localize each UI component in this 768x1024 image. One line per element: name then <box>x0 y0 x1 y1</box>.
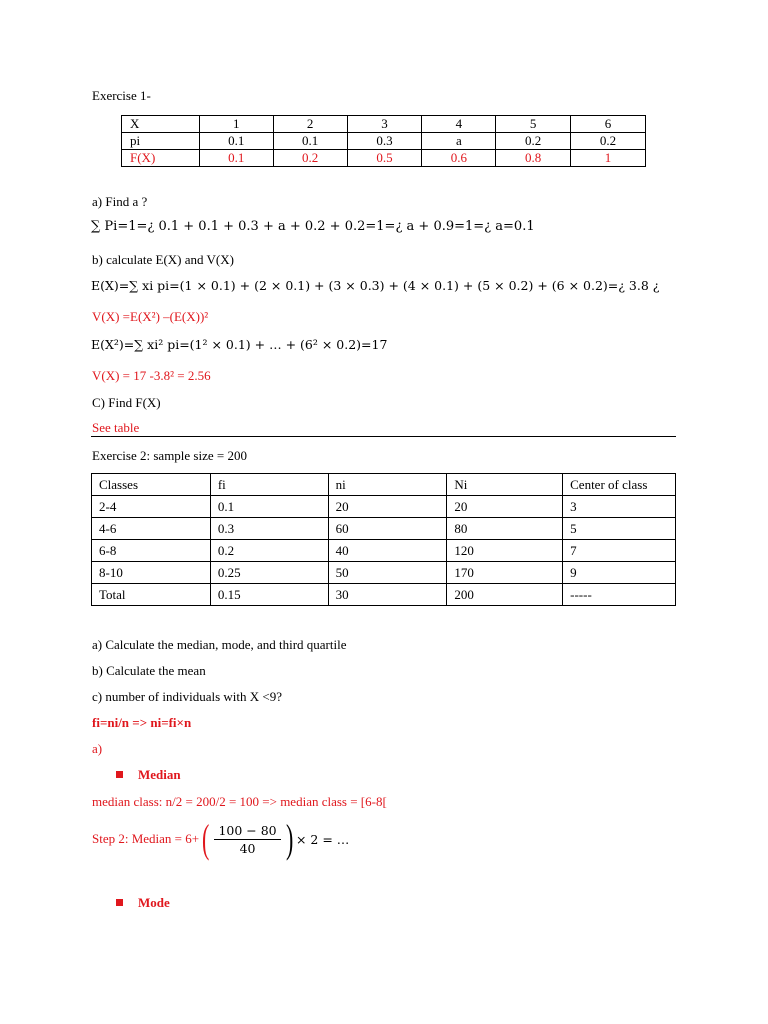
table-cell: 6 <box>571 116 646 133</box>
table-cell: 200 <box>447 584 563 606</box>
step-2-tail: × 2 = … <box>295 831 350 847</box>
table-cell: pi <box>122 133 200 150</box>
table-cell: 0.5 <box>347 150 422 167</box>
table-cell: X <box>122 116 200 133</box>
table-cell: 4 <box>422 116 496 133</box>
table-cell: 9 <box>563 562 676 584</box>
table-row-total <box>92 584 676 606</box>
see-table-note: See table <box>92 420 140 435</box>
table-row-x <box>122 116 646 133</box>
table-cell: 170 <box>447 562 563 584</box>
equation-sum-pi: ∑ Pi=1=¿ 0.1 + 0.1 + 0.3 + a + 0.2 + 0.2=1=¿ a + 0.9=1=¿ a=0.1 <box>91 219 535 234</box>
table-header-cell: fi <box>210 474 328 496</box>
table-cell: 0.2 <box>273 150 347 167</box>
table-cell: 5 <box>496 116 571 133</box>
table-header-cell: Ni <box>447 474 563 496</box>
variance-formula: V(X) =E(X²) –(E(X))² <box>92 309 209 324</box>
table-row-fx <box>122 150 646 167</box>
exercise-1-title: Exercise 1- <box>92 88 151 103</box>
table-cell: 3 <box>347 116 422 133</box>
exercise-2-title: Exercise 2: sample size = 200 <box>92 448 247 463</box>
table-cell: 2-4 <box>92 496 211 518</box>
question-a: a) Find a ? <box>92 194 148 209</box>
mode-heading: Mode <box>138 895 170 910</box>
bullet-square-icon <box>116 899 123 906</box>
table-cell: 0.1 <box>273 133 347 150</box>
right-paren: ) <box>285 816 293 861</box>
table-cell: a <box>422 133 496 150</box>
table-cell: 0.15 <box>210 584 328 606</box>
probability-table <box>121 115 646 167</box>
table-cell: 0.1 <box>199 150 273 167</box>
table-cell: 50 <box>328 562 447 584</box>
median-class-text: median class: n/2 = 200/2 = 100 => median class = [6-8[ <box>92 794 387 809</box>
table-cell: 1 <box>571 150 646 167</box>
table-cell: 0.3 <box>347 133 422 150</box>
table-cell: 0.1 <box>199 133 273 150</box>
table-header-cell: Classes <box>92 474 211 496</box>
question-c: c) number of individuals with X <9? <box>92 689 283 704</box>
table-row <box>92 496 676 518</box>
table-cell: 1 <box>199 116 273 133</box>
frequency-formula: fi=ni/n => ni=fi×n <box>92 715 192 730</box>
part-a-label: a) <box>92 741 103 756</box>
fraction-numerator: 100 − 80 <box>214 823 280 840</box>
bullet-square-icon <box>116 771 123 778</box>
question-a: a) Calculate the median, mode, and third quartile <box>92 637 347 652</box>
table-cell: 60 <box>328 518 447 540</box>
table-cell: 7 <box>563 540 676 562</box>
step-2-label: Step 2: Median = 6+ <box>92 831 200 846</box>
table-cell: F(X) <box>122 150 200 167</box>
table-cell: 5 <box>563 518 676 540</box>
table-cell: ----- <box>563 584 676 606</box>
table-row <box>92 540 676 562</box>
median-step-2 <box>92 818 349 860</box>
table-cell: 0.2 <box>496 133 571 150</box>
left-paren: ( <box>202 816 210 861</box>
table-cell: 3 <box>563 496 676 518</box>
table-cell: 120 <box>447 540 563 562</box>
table-header-row <box>92 474 676 496</box>
table-cell: 0.6 <box>422 150 496 167</box>
equation-expectation: E(X)=∑ xi pi=(1 × 0.1) + (2 × 0.1) + (3 × 0.3) + (4 × 0.1) + (5 × 0.2) + (6 × 0.2)=¿ 3.8 ¿ <box>91 278 660 293</box>
table-cell: 40 <box>328 540 447 562</box>
table-header-cell: Center of class <box>563 474 676 496</box>
table-cell: 6-8 <box>92 540 211 562</box>
table-row <box>92 562 676 584</box>
fraction-denominator: 40 <box>239 840 256 856</box>
table-cell: 0.1 <box>210 496 328 518</box>
table-cell: 8-10 <box>92 562 211 584</box>
median-heading: Median <box>138 767 181 782</box>
table-cell: 30 <box>328 584 447 606</box>
question-b: b) calculate E(X) and V(X) <box>92 252 234 267</box>
table-cell: 4-6 <box>92 518 211 540</box>
question-b: b) Calculate the mean <box>92 663 206 678</box>
table-cell: 20 <box>328 496 447 518</box>
variance-result: V(X) = 17 -3.8² = 2.56 <box>92 368 211 383</box>
section-divider <box>91 436 676 437</box>
table-header-cell: ni <box>328 474 447 496</box>
table-row-pi <box>122 133 646 150</box>
table-cell: 80 <box>447 518 563 540</box>
table-cell: Total <box>92 584 211 606</box>
equation-expectation-squared: E(X²)=∑ xi² pi=(1² × 0.1) + … + (6² × 0.2)=17 <box>91 337 388 352</box>
table-cell: 0.3 <box>210 518 328 540</box>
table-cell: 0.2 <box>571 133 646 150</box>
table-cell: 0.2 <box>210 540 328 562</box>
question-c: C) Find F(X) <box>92 395 161 410</box>
table-cell: 2 <box>273 116 347 133</box>
table-row <box>92 518 676 540</box>
fraction <box>214 823 280 856</box>
table-cell: 0.8 <box>496 150 571 167</box>
frequency-table <box>91 473 676 606</box>
table-cell: 20 <box>447 496 563 518</box>
table-cell: 0.25 <box>210 562 328 584</box>
